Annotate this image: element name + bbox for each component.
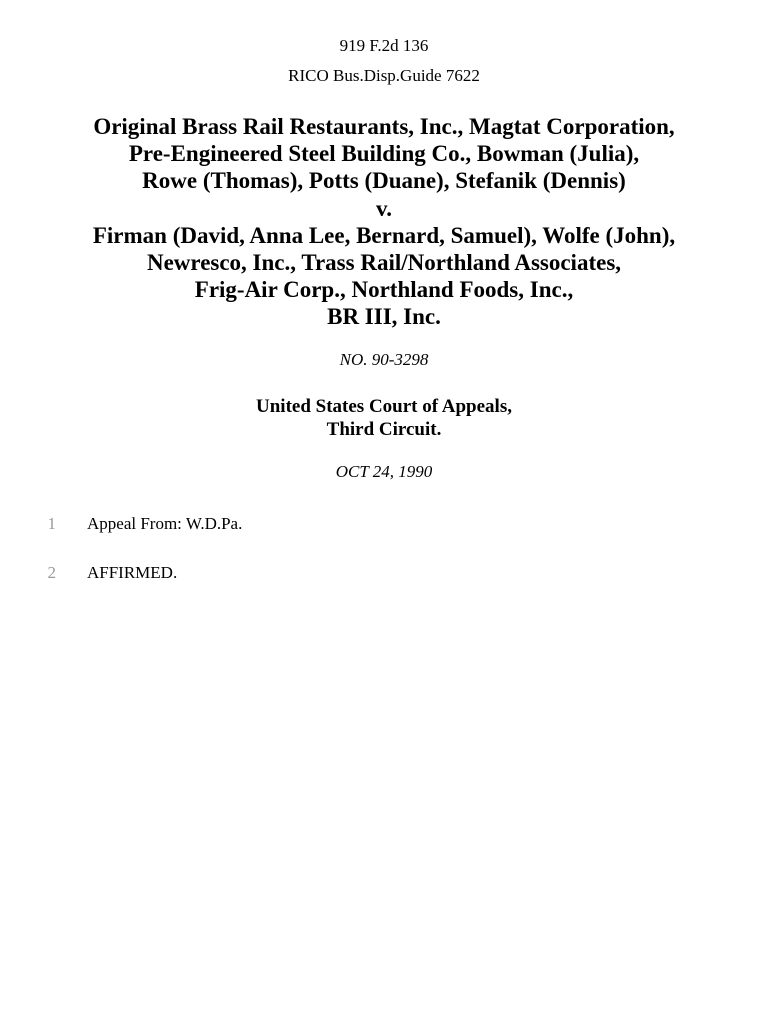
- rico-citation: RICO Bus.Disp.Guide 7622: [288, 66, 480, 85]
- paragraph-number: 1: [47, 514, 56, 533]
- caption-line: Pre-Engineered Steel Building Co., Bowman (Julia),: [128, 141, 640, 167]
- caption-line: Firman (David, Anna Lee, Bernard, Samuel), Wolfe (John),: [92, 222, 676, 248]
- caption-versus: v.: [376, 195, 392, 221]
- docket-number: NO. 90-3298: [339, 350, 429, 369]
- paragraph-text: Appeal From: W.D.Pa.: [87, 514, 243, 533]
- caption-line: Newresco, Inc., Trass Rail/Northland Associates,: [146, 250, 622, 276]
- caption-line: BR III, Inc.: [327, 304, 441, 330]
- caption-line: Original Brass Rail Restaurants, Inc., Magtat Corporation,: [93, 114, 675, 139]
- paragraph-number: 2: [47, 563, 56, 582]
- reporter-citation: 919 F.2d 136: [339, 36, 429, 55]
- court-name: [0, 395, 768, 441]
- decision-date: OCT 24, 1990: [335, 462, 433, 481]
- caption-line: Rowe (Thomas), Potts (Duane), Stefanik (Dennis): [142, 168, 626, 194]
- court-name-line: United States Court of Appeals,: [256, 396, 512, 417]
- paragraph-text: AFFIRMED.: [87, 563, 178, 582]
- caption-line: Frig-Air Corp., Northland Foods, Inc.,: [194, 277, 574, 303]
- court-name-line: Third Circuit.: [326, 419, 442, 440]
- case-caption: [30, 113, 738, 331]
